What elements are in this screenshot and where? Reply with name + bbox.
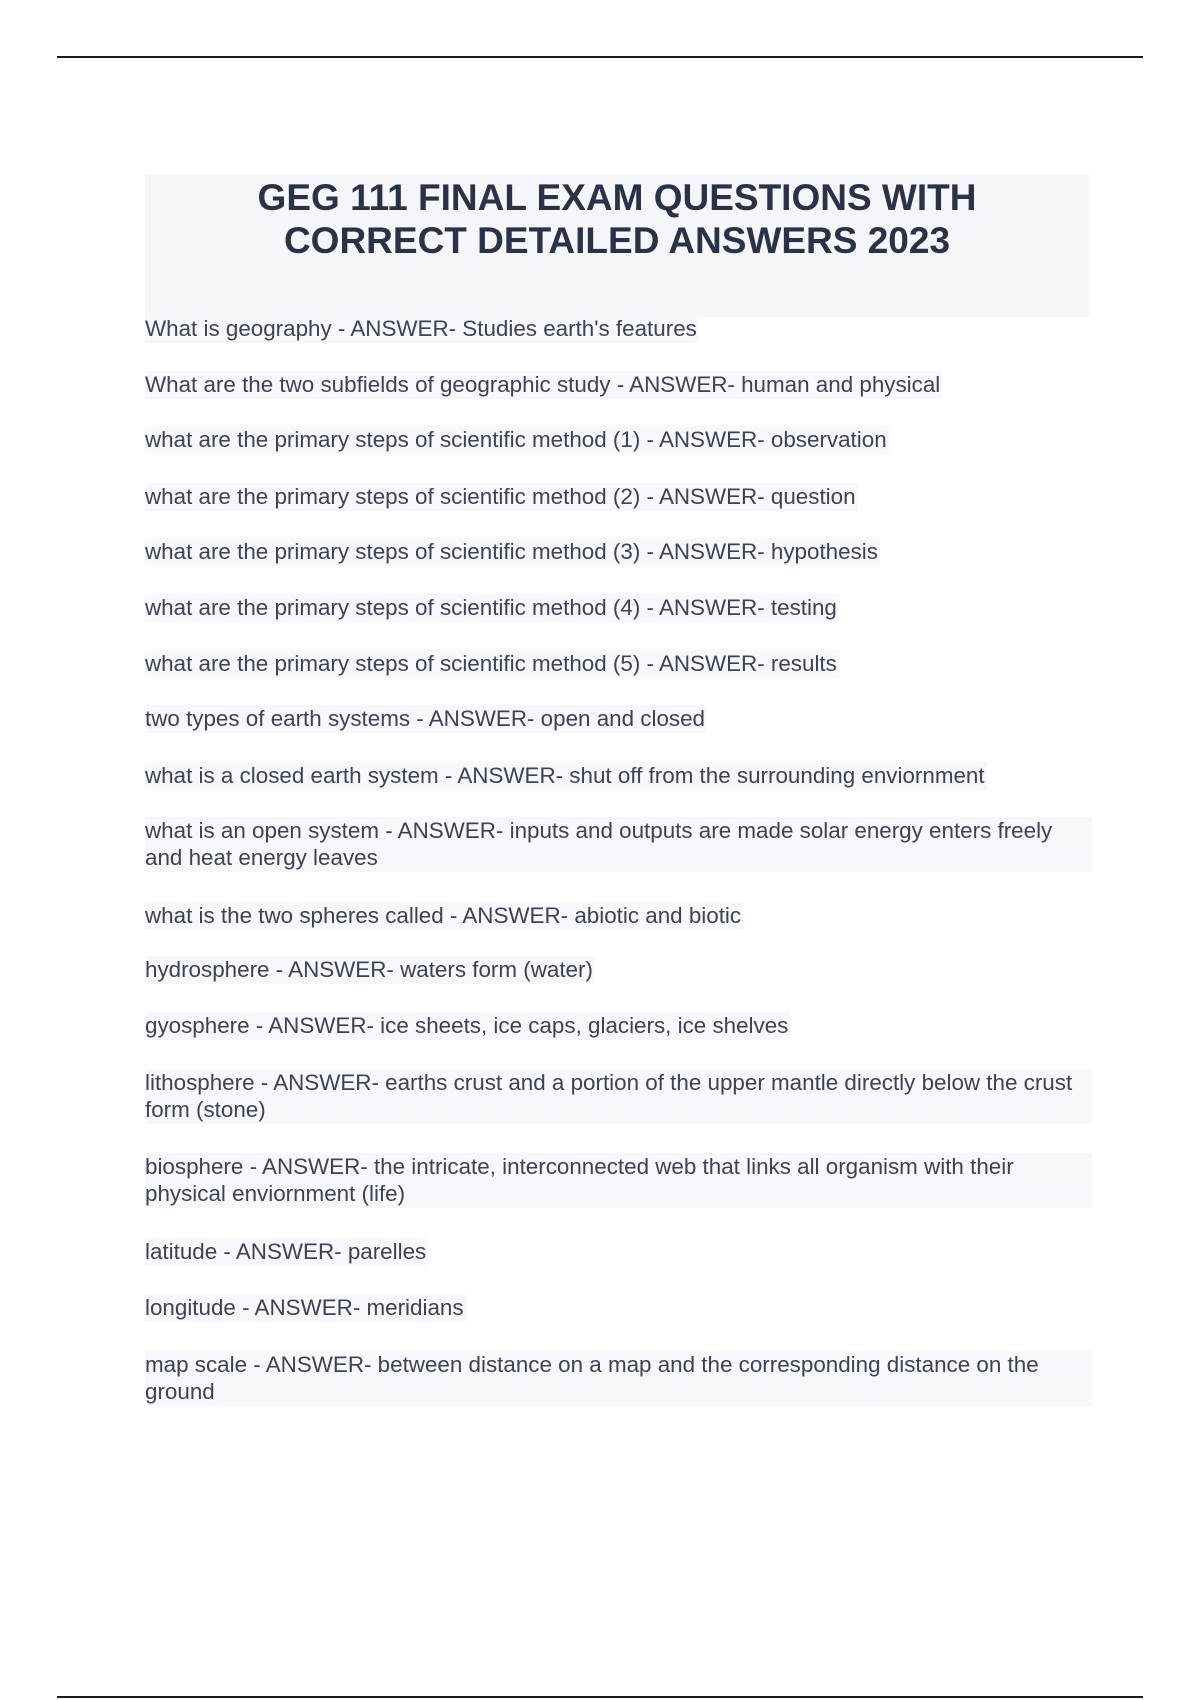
qa-item: lithosphere - ANSWER- earths crust and a portion of the upper mantle directly below the crust form (stone) — [145, 1069, 1092, 1124]
qa-item: latitude - ANSWER- parelles — [145, 1239, 427, 1264]
qa-item: what is an open system - ANSWER- inputs and outputs are made solar energy enters freely and heat energy leaves — [145, 817, 1092, 872]
qa-item: What are the two subfields of geographic study - ANSWER- human and physical — [145, 372, 941, 397]
qa-item: what are the primary steps of scientific method (5) - ANSWER- results — [145, 651, 837, 676]
qa-item: what are the primary steps of scientific method (2) - ANSWER- question — [145, 484, 856, 509]
qa-item: hydrosphere - ANSWER- waters form (water) — [145, 957, 593, 982]
qa-item: longitude - ANSWER- meridians — [145, 1295, 464, 1320]
qa-item: what are the primary steps of scientific method (4) - ANSWER- testing — [145, 595, 837, 620]
title-banner — [145, 174, 1089, 317]
qa-item: what is a closed earth system - ANSWER- shut off from the surrounding enviornment — [145, 763, 985, 788]
qa-item: gyosphere - ANSWER- ice sheets, ice caps, glaciers, ice shelves — [145, 1013, 789, 1038]
bottom-rule — [57, 1696, 1143, 1698]
qa-item: two types of earth systems - ANSWER- open and closed — [145, 706, 706, 731]
title-line-1: GEG 111 FINAL EXAM QUESTIONS WITH — [257, 177, 977, 218]
qa-item: map scale - ANSWER- between distance on a map and the corresponding distance on the ground — [145, 1351, 1092, 1406]
qa-item: what are the primary steps of scientific method (3) - ANSWER- hypothesis — [145, 539, 878, 564]
qa-item: what is the two spheres called - ANSWER- abiotic and biotic — [145, 903, 742, 928]
qa-item: biosphere - ANSWER- the intricate, interconnected web that links all organism with their physical enviornment (life) — [145, 1153, 1092, 1208]
title-line-2: CORRECT DETAILED ANSWERS 2023 — [283, 220, 951, 261]
top-rule — [57, 56, 1143, 58]
document-title — [145, 174, 1089, 262]
qa-item: what are the primary steps of scientific method (1) - ANSWER- observation — [145, 427, 887, 452]
qa-item: What is geography - ANSWER- Studies earth's features — [145, 316, 697, 341]
